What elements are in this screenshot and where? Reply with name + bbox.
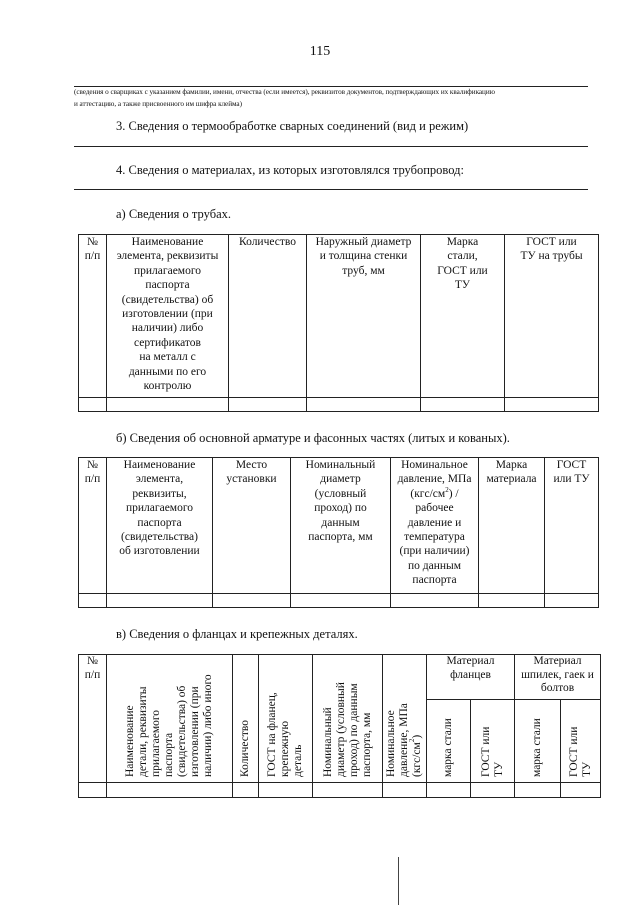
- table-row: [79, 398, 599, 412]
- col-header-flange-standard-tu: ГОСТ или ТУ: [471, 700, 515, 782]
- col-header-flange-standard: ГОСТ на фланец, крепежную деталь: [259, 655, 313, 783]
- table-cell[interactable]: [291, 594, 391, 608]
- table-cell[interactable]: [383, 782, 427, 797]
- table-cell[interactable]: [479, 594, 545, 608]
- col-header-nominal-pressure: Номинальное давление, МПа $(кгс/см^2)$ / рабочее давление и температура (при наличии) по данным паспорта: [391, 458, 479, 594]
- col-group-bolt-material: Материал шпилек, гаек и болтов: [515, 655, 601, 700]
- table-row: [79, 594, 599, 608]
- table-cell[interactable]: [107, 398, 229, 412]
- table-cell[interactable]: [545, 594, 599, 608]
- fill-line-1: [74, 146, 588, 147]
- section-b-fittings: б) Сведения об основной арматуре и фасонных частях (литых и кованых).: [116, 431, 510, 445]
- col-header-nominal-diameter: Номинальный диаметр (условный проход) по данным паспорта, мм: [291, 458, 391, 594]
- table-cell[interactable]: [107, 782, 233, 797]
- col-header-part-name: Наименование детали, реквизиты прилагаемого паспорта (свидетельства) об изготовлении (при наличии) либо иного: [107, 655, 233, 783]
- col-header-quantity: Количество: [233, 655, 259, 783]
- table-cell[interactable]: [505, 398, 599, 412]
- table-cell[interactable]: [471, 782, 515, 797]
- col-header-bolt-steel-grade: марка стали: [515, 700, 561, 782]
- section-a-pipes: а) Сведения о трубах.: [116, 207, 231, 221]
- table-header-row: [79, 235, 599, 398]
- col-header-flange-steel-grade: марка стали: [427, 700, 471, 782]
- col-header-number: № п/п: [79, 235, 107, 398]
- table-cell[interactable]: [107, 594, 213, 608]
- col-header-element-name: Наименование элемента, реквизиты, прилагаемого паспорта (свидетельства) об изготовлении: [107, 458, 213, 594]
- table-cell[interactable]: [79, 782, 107, 797]
- col-header-steel-grade: Марка стали, ГОСТ или ТУ: [421, 235, 505, 398]
- col-header-nominal-pressure: Номинальное давление, МПа $(кгс/см^2)$: [383, 655, 427, 783]
- table-header-row: [79, 458, 599, 594]
- section-4-materials: 4. Сведения о материалах, из которых изготовлялся трубопровод:: [116, 163, 464, 177]
- table-cell[interactable]: [561, 782, 601, 797]
- signature-note-line-2: и аттестацию, а также присвоенного им шифра клейма): [74, 100, 242, 108]
- table-cell[interactable]: [213, 594, 291, 608]
- table-cell[interactable]: [259, 782, 313, 797]
- col-header-bolt-standard-tu: ГОСТ или ТУ: [561, 700, 601, 782]
- col-header-material-grade: Марка материала: [479, 458, 545, 594]
- pipes-table: [78, 234, 599, 412]
- table-cell[interactable]: [391, 594, 479, 608]
- col-header-nominal-diameter: Номинальный диаметр (условный проход) по данным паспорта, мм: [313, 655, 383, 783]
- col-header-standard: ГОСТ или ТУ: [545, 458, 599, 594]
- table-cell[interactable]: [421, 398, 505, 412]
- table-cell[interactable]: [313, 782, 383, 797]
- signature-note-line-1: (сведения о сварщиках с указанием фамилии, имени, отчества (если имеется), реквизитов документов, подтверждающих их квалификацию: [74, 88, 495, 96]
- col-group-flange-material: Материал фланцев: [427, 655, 515, 700]
- table-cell[interactable]: [307, 398, 421, 412]
- fittings-table: [78, 457, 599, 608]
- page-number: 115: [309, 44, 331, 59]
- fill-line-2: [74, 189, 588, 190]
- table-cell[interactable]: [79, 398, 107, 412]
- col-header-number: № п/п: [79, 655, 107, 783]
- table-cell[interactable]: [515, 782, 561, 797]
- col-header-element-name: Наименование элемента, реквизиты прилагаемого паспорта (свидетельства) об изготовлении (при наличии) либо сертификатов на металл с данными по его контролю: [107, 235, 229, 398]
- col-header-number: № п/п: [79, 458, 107, 594]
- table-cell[interactable]: [233, 782, 259, 797]
- table-cell[interactable]: [229, 398, 307, 412]
- table-cell[interactable]: [79, 594, 107, 608]
- col-header-outer-diameter: Наружный диаметр и толщина стенки труб, мм: [307, 235, 421, 398]
- section-3-heat-treatment: 3. Сведения о термообработке сварных соединений (вид и режим): [116, 119, 469, 133]
- table-row: [79, 782, 601, 797]
- section-c-flanges: в) Сведения о фланцах и крепежных деталях.: [116, 627, 358, 641]
- flanges-table: [78, 654, 601, 798]
- col-header-location: Место установки: [213, 458, 291, 594]
- col-header-quantity: Количество: [229, 235, 307, 398]
- col-header-pipe-standard: ГОСТ или ТУ на трубы: [505, 235, 599, 398]
- page-margin-mark: [398, 857, 399, 905]
- table-cell[interactable]: [427, 782, 471, 797]
- table-header-row: [79, 655, 601, 700]
